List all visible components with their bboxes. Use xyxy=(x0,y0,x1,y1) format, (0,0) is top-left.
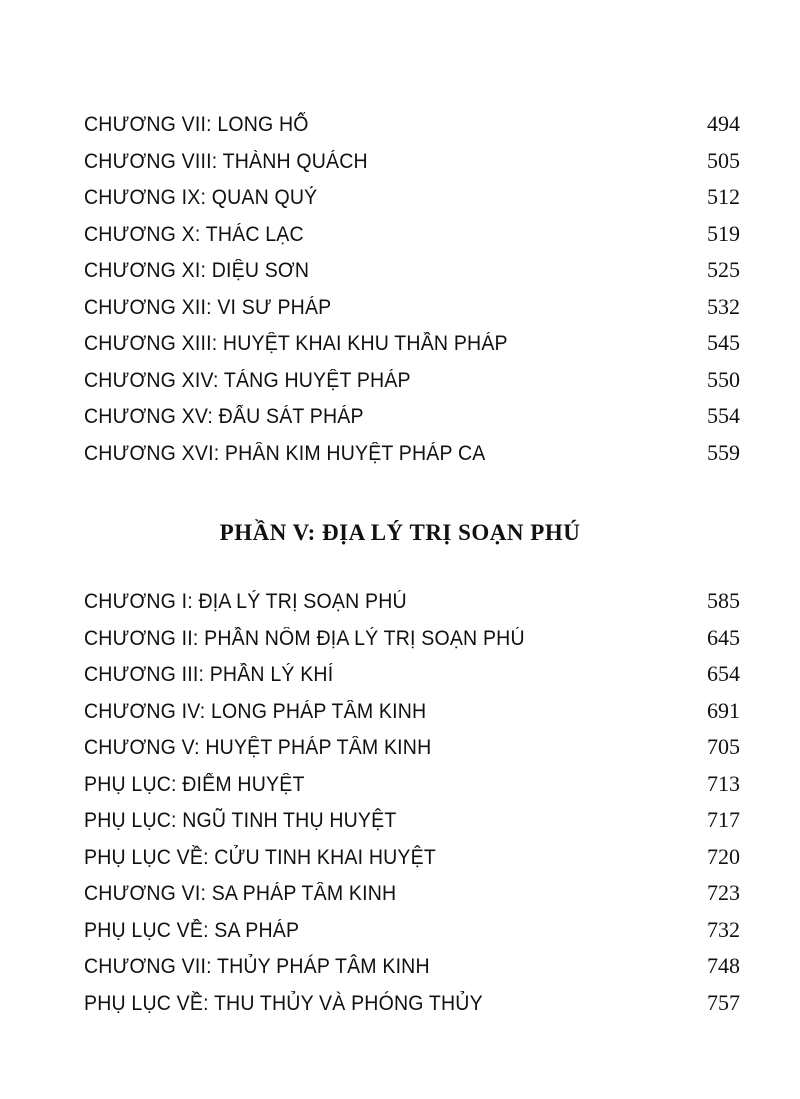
toc-entry-title: CHƯƠNG VII: THỦY PHÁP TÂM KINH xyxy=(84,955,430,978)
toc-entry-page: 559 xyxy=(707,439,740,465)
toc-entry-page: 720 xyxy=(707,843,740,869)
toc-entry xyxy=(84,912,740,949)
toc-entry-title: CHƯƠNG II: PHẦN NÔM ĐỊA LÝ TRỊ SOẠN PHÚ xyxy=(84,626,525,650)
toc-entry xyxy=(84,398,740,435)
toc-entry-page: 691 xyxy=(707,697,740,723)
part-heading: PHẦN V: ĐỊA LÝ TRỊ SOẠN PHÚ xyxy=(219,520,581,545)
toc-entry-title: PHỤ LỤC: NGŨ TINH THỤ HUYỆT xyxy=(84,809,397,832)
toc-entry-page: 519 xyxy=(707,220,740,246)
toc-entry-page: 645 xyxy=(707,624,740,650)
toc-entry xyxy=(84,325,740,362)
toc-entry-title: CHƯƠNG V: HUYỆT PHÁP TÂM KINH xyxy=(84,736,432,759)
toc-entry-page: 757 xyxy=(707,989,740,1015)
toc-entry-title: CHƯƠNG XII: VI SƯ PHÁP xyxy=(84,295,332,319)
toc-entry-title: CHƯƠNG VIII: THÀNH QUÁCH xyxy=(84,149,368,173)
toc-entry-title: CHƯƠNG VII: LONG HỔ xyxy=(84,113,309,136)
toc-entry-page: 554 xyxy=(707,403,740,428)
toc-entry-page: 532 xyxy=(707,293,740,319)
toc-entry xyxy=(84,106,740,143)
toc-entry xyxy=(84,875,740,912)
toc-entry-page: 723 xyxy=(707,880,740,905)
toc-entry xyxy=(84,766,740,803)
toc-entry xyxy=(84,143,740,180)
toc-entry-title: PHỤ LỤC VỀ: THU THỦY VÀ PHÓNG THỦY xyxy=(84,991,483,1015)
toc-entry-page: 545 xyxy=(707,330,740,355)
toc-entry xyxy=(84,693,740,730)
toc-entry xyxy=(84,620,740,657)
toc-entry xyxy=(84,839,740,876)
toc-entry-page: 585 xyxy=(707,588,740,613)
toc-entry-title: CHƯƠNG I: ĐỊA LÝ TRỊ SOẠN PHÚ xyxy=(84,590,407,613)
toc-entry-title: CHƯƠNG IX: QUAN QUỶ xyxy=(84,186,318,209)
toc-entry-title: CHƯƠNG VI: SA PHÁP TÂM KINH xyxy=(84,882,397,905)
toc-entry xyxy=(84,656,740,693)
toc-entry-page: 717 xyxy=(707,807,740,832)
toc-entry-title: CHƯƠNG X: THÁC LẠC xyxy=(84,222,304,246)
toc-entry xyxy=(84,252,740,289)
toc-entry-page: 732 xyxy=(707,916,740,942)
toc-entry-title: CHƯƠNG XI: DIỆU SƠN xyxy=(84,259,310,282)
toc-section-one xyxy=(84,106,740,471)
toc-entry-title: CHƯƠNG III: PHẦN LÝ KHÍ xyxy=(84,663,334,686)
toc-entry-page: 494 xyxy=(707,111,740,136)
toc-entry-page: 654 xyxy=(707,661,740,686)
toc-entry xyxy=(84,985,740,1022)
toc-entry xyxy=(84,289,740,326)
toc-entry-title: PHỤ LỤC VỀ: CỬU TINH KHAI HUYỆT xyxy=(84,845,436,869)
toc-entry xyxy=(84,729,740,766)
toc-entry-page: 705 xyxy=(707,734,740,759)
toc-entry xyxy=(84,583,740,620)
toc-entry-title: PHỤ LỤC: ĐIỂM HUYỆT xyxy=(84,772,305,796)
toc-entry xyxy=(84,179,740,216)
toc-entry-title: PHỤ LỤC VỀ: SA PHÁP xyxy=(84,918,300,942)
toc-entry-page: 505 xyxy=(707,147,740,173)
toc-entry xyxy=(84,216,740,253)
toc-entry-title: CHƯƠNG XV: ĐẤU SÁT PHÁP xyxy=(84,405,364,428)
toc-entry xyxy=(84,362,740,399)
toc-entry-page: 512 xyxy=(707,184,740,209)
toc-entry-title: CHƯƠNG IV: LONG PHÁP TÂM KINH xyxy=(84,699,427,723)
toc-entry-page: 525 xyxy=(707,257,740,282)
toc-entry-title: CHƯƠNG XIII: HUYỆT KHAI KHU THẦN PHÁP xyxy=(84,332,508,355)
toc-entry-title: CHƯƠNG XIV: TÁNG HUYỆT PHÁP xyxy=(84,368,411,392)
toc-entry xyxy=(84,948,740,985)
toc-entry xyxy=(84,802,740,839)
toc-entry xyxy=(84,435,740,472)
toc-section-two xyxy=(84,583,740,1021)
toc-entry-page: 550 xyxy=(707,366,740,392)
toc-entry-title: CHƯƠNG XVI: PHÂN KIM HUYỆT PHÁP CA xyxy=(84,441,486,465)
toc-entry-page: 748 xyxy=(707,953,740,978)
toc-entry-page: 713 xyxy=(707,770,740,796)
